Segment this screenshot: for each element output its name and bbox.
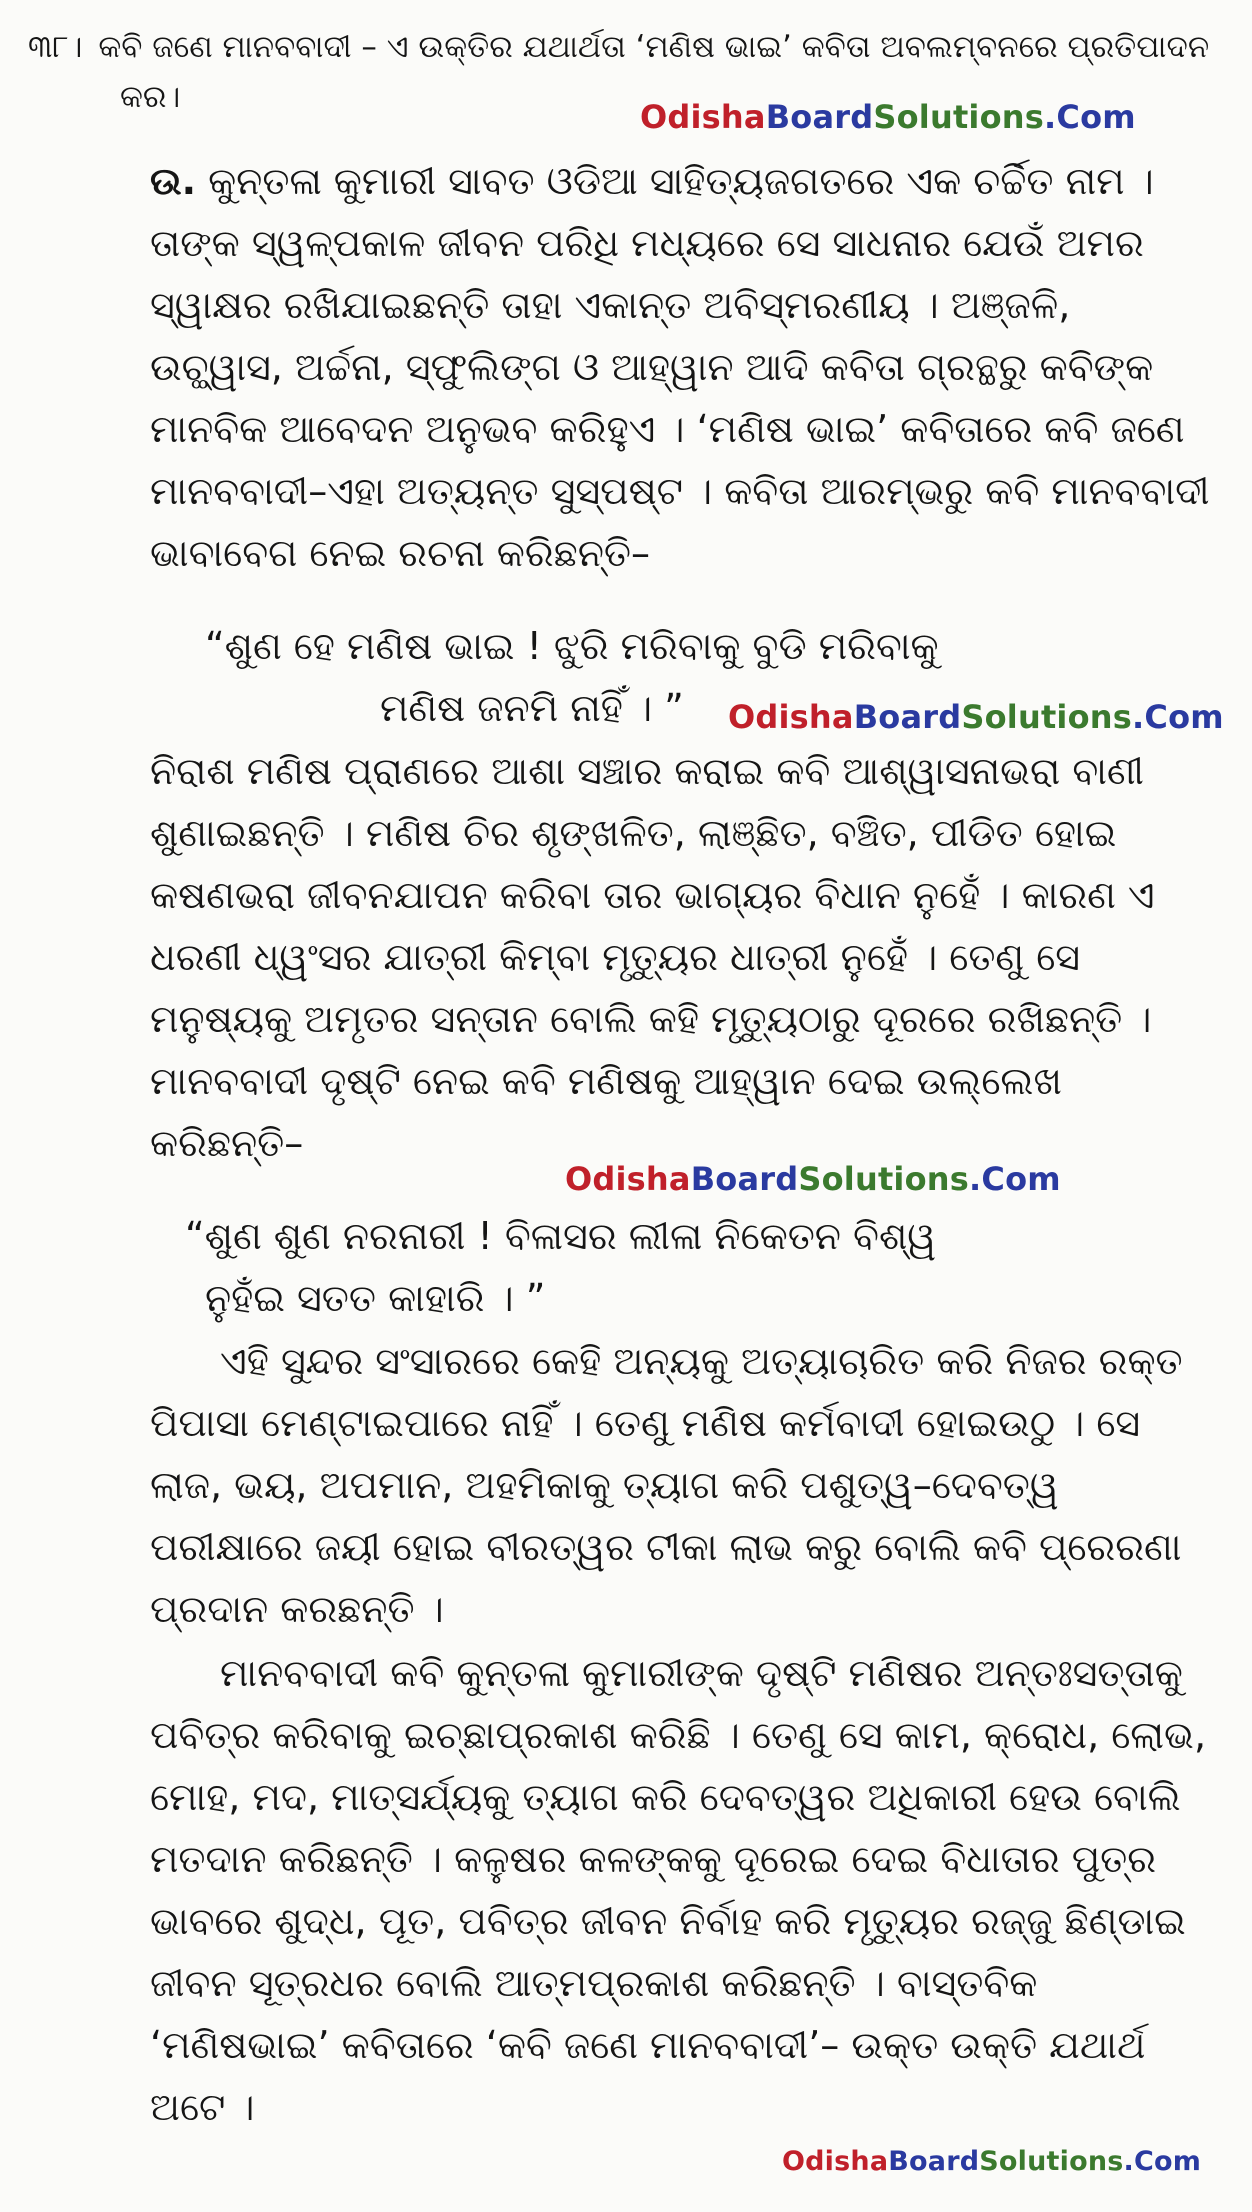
watermark-part: Solutions bbox=[979, 2146, 1124, 2177]
answer-text: କୁନ୍ତଳା କୁମାରୀ ସାବତ ଓଡିଆ ସାହିତ୍ୟଜଗତରେ ଏକ ଚର୍ଚ୍ଚିତ ନାମ । ତାଙ୍କ ସ୍ୱଳ୍ପକାଳ ଜୀବନ ପରିଧି ମଧ୍ୟରେ ସେ ସାଧନାର ଯେଉଁ ଅମର ସ୍ୱାକ୍ଷର ରଖିଯାଇଛନ୍ତି ତାହା ଏକାନ୍ତ ଅବିସ୍ମରଣୀୟ । ଅଞ୍ଜଳି, ଉଚ୍ଛ୍ୱାସ, ଅର୍ଚ୍ଚନା, ସ୍ଫୁଲିଙ୍ଗ ଓ ଆହ୍ୱାନ ଆଦି କବିତା ଗ୍ରନ୍ଥରୁ କବିଙ୍କ ମାନବିକ ଆବେଦନ ଅନୁଭବ କରିହୁଏ । ‘ମଣିଷ ଭାଇ’ କବିତାରେ କବି ଜଣେ ମାନବବାଦୀ–ଏହା ଅତ୍ୟନ୍ତ ସୁସ୍ପଷ୍ଟ । କବିତା ଆରମ୍ଭରୁ କବି ମାନବବାଦୀ ଭାବାବେଗ ନେଇ ରଚନା କରିଛନ୍ତି– bbox=[150, 159, 1210, 575]
watermark-part: Board bbox=[765, 98, 874, 136]
watermark bbox=[565, 1160, 1061, 1198]
question-number: ୩୮। bbox=[28, 29, 83, 65]
watermark-part: Odisha bbox=[782, 2146, 889, 2177]
question-text: କବି ଜଣେ ମାନବବାଦୀ – ଏ ଉକ୍ତିର ଯଥାର୍ଥତା ‘ମଣିଷ ଭାଇ’ କବିତା ଅବଲମ୍ବନରେ ପ୍ରତିପାଦନ bbox=[98, 29, 1210, 65]
answer-para-3: ଏହି ସୁନ୍ଦର ସଂସାରରେ କେହି ଅନ୍ୟକୁ ଅତ୍ୟାଚାରିତ କରି ନିଜର ରକ୍ତ ପିପାସା ମେଣ୍ଟାଇପାରେ ନାହିଁ । ତେଣୁ ମଣିଷ କର୍ମବାଦୀ ହୋଇଉଠୁ । ସେ ଲାଜ, ଭୟ, ଅପମାନ, ଅହମିକାକୁ ତ୍ୟାଗ କରି ପଶୁତ୍ୱ–ଦେବତ୍ୱ ପରୀକ୍ଷାରେ ଜୟୀ ହୋଇ ବୀରତ୍ୱର ଟୀକା ଲାଭ କରୁ ବୋଲି କବି ପ୍ରେରଣା ପ୍ରଦାନ କରଛନ୍ତି । bbox=[150, 1339, 1183, 1631]
answer-para-2: ନିରାଶ ମଣିଷ ପ୍ରାଣରେ ଆଶା ସଞ୍ଚାର କରାଇ କବି ଆଶ୍ୱାସନାଭରା ବାଣୀ ଶୁଣାଇଛନ୍ତି । ମଣିଷ ଚିର ଶୃଙ୍ଖଳିତ, ଲାଞ୍ଛିତ, ବଞ୍ଚିତ, ପୀଡିତ ହୋଇ କଷଣଭରା ଜୀବନଯାପନ କରିବା ତାର ଭାଗ୍ୟର ବିଧାନ ନୁହେଁ । କାରଣ ଏ ଧରଣୀ ଧ୍ୱଂସର ଯାତ୍ରୀ କିମ୍ବା ମୃତ୍ୟୁର ଧାତ୍ରୀ ନୁହେଁ । ତେଣୁ ସେ ମନୁଷ୍ୟକୁ ଅମୃତର ସନ୍ତାନ ବୋଲି କହି ମୃତ୍ୟୁଠାରୁ ଦୂରରେ ରଖିଛନ୍ତି । ମାନବବାଦୀ ଦୃଷ୍ଟି ନେଇ କବି ମଣିଷକୁ ଆହ୍ୱାନ ଦେଇ ଉଲ୍ଲେଖ କରିଛନ୍ତି– bbox=[150, 749, 1155, 1165]
watermark-part: Odisha bbox=[640, 98, 766, 136]
watermark bbox=[782, 2146, 1201, 2177]
quote-1-line-1: “ଶୁଣ ହେ ମଣିଷ ଭାଇ ! ଝୁରି ମରିବାକୁ ବୁଡି ମରିବାକୁ bbox=[205, 624, 939, 668]
watermark-part: Solutions bbox=[873, 98, 1045, 136]
watermark-part: Board bbox=[690, 1160, 799, 1198]
answer-para-1 bbox=[150, 150, 1210, 584]
watermark-part: Solutions bbox=[961, 698, 1133, 736]
watermark-part: .Com bbox=[1132, 698, 1224, 736]
watermark-part: .Com bbox=[1044, 98, 1136, 136]
watermark bbox=[728, 698, 1224, 736]
watermark-part: Odisha bbox=[728, 698, 854, 736]
quote-2-line-1: “ଶୁଣ ଶୁଣ ନରନାରୀ ! ବିଳାସର ଲୀଳା ନିକେତନ ବିଶ୍ୱ bbox=[185, 1214, 936, 1258]
watermark-part: Solutions bbox=[798, 1160, 970, 1198]
answer-para-4: ମାନବବାଦୀ କବି କୁନ୍ତଳା କୁମାରୀଙ୍କ ଦୃଷ୍ଟି ମଣିଷର ଅନ୍ତଃସତ୍ତାକୁ ପବିତ୍ର କରିବାକୁ ଇଚ୍ଛାପ୍ରକାଶ କରିଛି । ତେଣୁ ସେ କାମ, କ୍ରୋଧ, ଲୋଭ, ମୋହ, ମଦ, ମାତ୍ସର୍ଯ୍ୟକୁ ତ୍ୟାଗ କରି ଦେବତ୍ୱର ଅଧିକାରୀ ହେଉ ବୋଲି ମତଦାନ କରିଛନ୍ତି । କଳୁଷର କଳଙ୍କକୁ ଦୂରେଇ ଦେଇ ବିଧାତାର ପୁତ୍ର ଭାବରେ ଶୁଦ୍ଧ, ପୂତ, ପବିତ୍ର ଜୀବନ ନିର୍ବାହ କରି ମୃତ୍ୟୁର ରଜ୍ଜୁ ଛିଣ୍ଡାଇ ଜୀବନ ସୂତ୍ରଧର ବୋଲି ଆତ୍ମପ୍ରକାଶ କରିଛନ୍ତି । ବାସ୍ତବିକ ‘ମଣିଷଭାଇ’ କବିତାରେ ‘କବି ଜଣେ ମାନବବାଦୀ’– ଉକ୍ତ ଉକ୍ତି ଯଥାର୍ଥ ଅଟେ । bbox=[150, 1651, 1207, 2129]
watermark bbox=[640, 98, 1136, 136]
answer-label: ଉ. bbox=[150, 159, 197, 203]
watermark-part: .Com bbox=[969, 1160, 1061, 1198]
question-line-1 bbox=[28, 22, 1228, 72]
quote-1-line-2: ମଣିଷ ଜନମି ନାହିଁ । ” bbox=[380, 686, 684, 730]
watermark-part: Board bbox=[888, 2146, 980, 2177]
question-text-cont: କର। bbox=[120, 79, 181, 115]
watermark-part: Odisha bbox=[565, 1160, 691, 1198]
quote-2-line-2: ନୁହଁଇ ସତତ କାହାରି । ” bbox=[205, 1276, 546, 1320]
watermark-part: .Com bbox=[1123, 2146, 1202, 2177]
watermark-part: Board bbox=[853, 698, 962, 736]
